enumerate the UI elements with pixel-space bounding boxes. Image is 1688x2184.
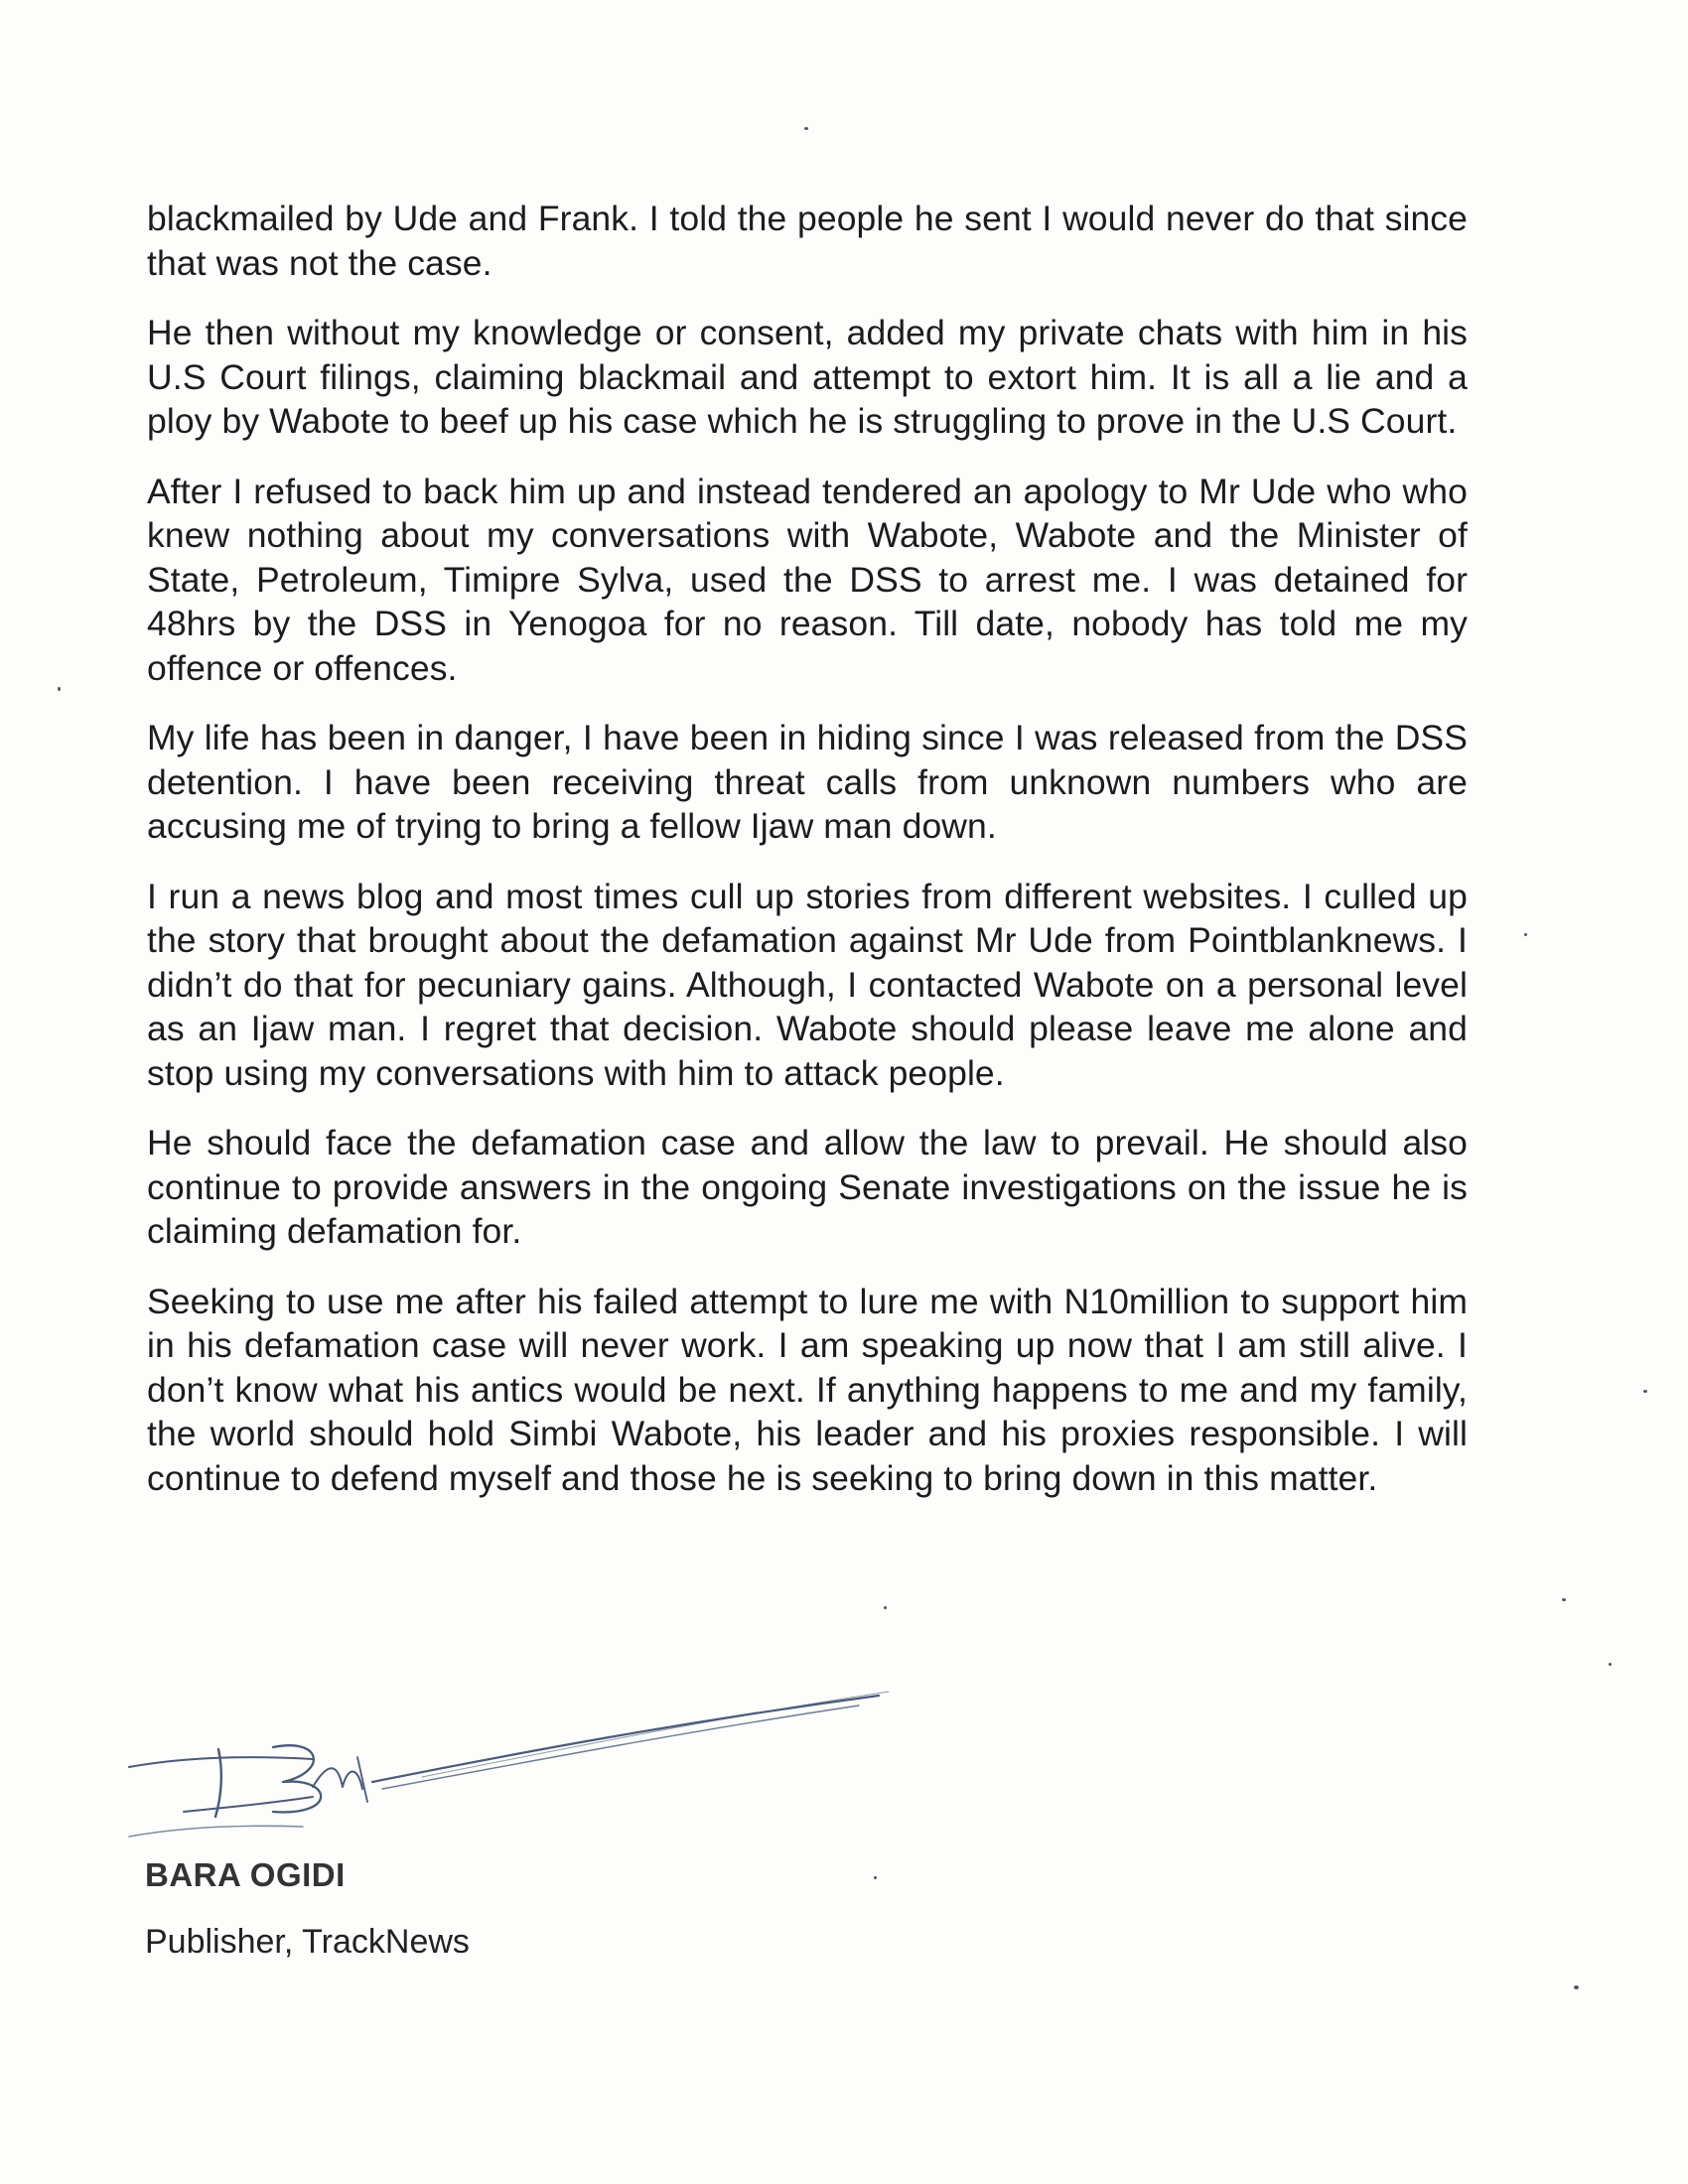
- paragraph-3: After I refused to back him up and instead tendered an apology to Mr Ude who who knew nothing about my conversations with Wabote, Wabote and the Minister of State, Petroleum, Timipre Sylva, used the DSS to arrest me. I was detained for 48hrs by the DSS in Yenogoa for no reason. Till date, nobody has told me my offence or offences.: [147, 471, 1468, 688]
- paragraph-4: My life has been in danger, I have been in hiding since I was released from the DSS detention. I have been receiving threat calls from unknown numbers who are accusing me of trying to bring a fellow Ijaw man down.: [147, 718, 1468, 846]
- paragraph-2: He then without my knowledge or consent, added my private chats with him in his U.S Court filings, claiming blackmail and attempt to extort him. It is all a lie and a ploy by Wabote to beef up his case which he is struggling to prove in the U.S Court.: [147, 313, 1468, 441]
- scan-speck: [884, 1606, 887, 1609]
- scan-speck: [1574, 1985, 1579, 1989]
- paragraph-1: blackmailed by Ude and Frank. I told the people he sent I would never do that since that was not the case.: [147, 199, 1468, 283]
- paragraph-6: He should face the defamation case and allow the law to prevail. He should also continue to provide answers in the ongoing Senate investigations on the issue he is claiming defamation for.: [147, 1123, 1468, 1251]
- scan-speck: [1643, 1390, 1647, 1393]
- paragraph-7: Seeking to use me after his failed attempt to lure me with N10million to support him in his defamation case will never work. I am speaking up now that I am still alive. I don’t know what his antics would be next. If anything happens to me and my family, the world should hold Simbi Wabote, his leader and his proxies responsible. I will continue to defend myself and those he is seeking to bring down in this matter.: [147, 1281, 1468, 1498]
- signer-name: BARA OGIDI: [145, 1856, 346, 1893]
- signer-title: Publisher, TrackNews: [145, 1923, 470, 1961]
- scan-speck: [1524, 933, 1527, 936]
- letter-body: [147, 197, 1468, 1526]
- paragraph-5: I run a news blog and most times cull up stories from different websites. I culled up the story that brought about the defamation against Mr Ude from Pointblanknews. I didn’t do that for pecuniary gains. Although, I contacted Wabote on a personal level as an Ijaw man. I regret that decision. Wabote should please leave me alone and stop using my conversations with him to attack people.: [147, 876, 1468, 1093]
- scan-speck: [874, 1876, 877, 1879]
- scan-speck: [804, 127, 808, 130]
- scan-speck: [58, 687, 61, 691]
- scan-speck: [1562, 1598, 1566, 1601]
- handwritten-signature: [124, 1678, 899, 1851]
- scan-speck: [1609, 1663, 1612, 1666]
